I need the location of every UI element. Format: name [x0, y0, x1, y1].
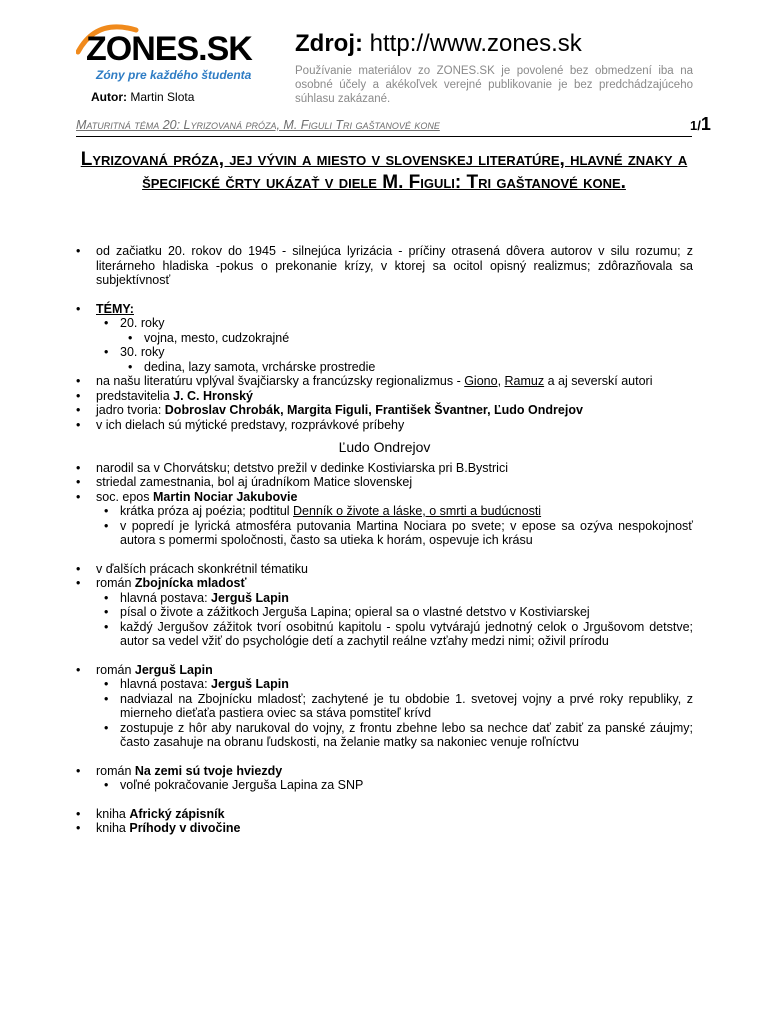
- list-item: • dedina, lazy samota, vrchárske prostredie: [120, 360, 693, 375]
- text-span: kniha: [96, 821, 130, 835]
- list-item: • nadviazal na Zbojnícku mladosť; zachytené je tu obdobie 1. svetovej vojny a prvé roky republiky, z mierneho dieťaťa pastiera oviec sa stáva pomstiteľ krívd: [96, 692, 693, 721]
- text-span: na našu literatúru vplýval švajčiarsky a francúzsky regionalizmus -: [96, 374, 465, 388]
- list-item: • v ďalších prácach skonkrétnil tématiku: [76, 562, 693, 577]
- text-span: jadro tvoria:: [96, 403, 165, 417]
- list-item: • písal o živote a zážitkoch Jerguša Lapina; opieral sa o vlastné detstvo v Kostiviarskej: [96, 605, 693, 620]
- source-url[interactable]: http://www.zones.sk: [369, 30, 582, 57]
- text-span: soc. epos: [96, 489, 153, 504]
- r20-label: 20. roky: [120, 316, 165, 330]
- author-line: [91, 90, 194, 104]
- list-item: [96, 504, 693, 519]
- topic-line: Maturitná téma 20: Lyrizovaná próza, M. Figuli Tri gaštanové kone: [76, 118, 440, 132]
- list-item: • vojna, mesto, cudzokrajné: [120, 331, 693, 346]
- document-body: [76, 244, 693, 836]
- list-item: • od začiatku 20. rokov do 1945 - silnejúca lyrizácia - príčiny otrasená dôvera autorov v silu rozumu; z literárneho hladiska -pokus o prekonanie krízy, v ktorej sa ocitol opisný realizmus; zdôrazňovala sa subjektívnosť: [76, 244, 693, 288]
- ramuz-link: Ramuz: [504, 374, 545, 388]
- giono-link: Giono: [464, 374, 498, 388]
- list-item: • v ich dielach sú mýtické predstavy, rozprávkové príbehy: [76, 418, 693, 433]
- list-item: [96, 591, 693, 606]
- source-line: [295, 30, 582, 58]
- work-title: Na zemi sú tvoje hviezdy: [134, 763, 283, 778]
- author-label: Autor:: [91, 90, 127, 104]
- text-span: ,: [497, 374, 505, 388]
- text-span: krátka próza aj poézia; podtitul: [120, 504, 294, 518]
- temy-heading: TÉMY:: [96, 301, 134, 316]
- header-rule: [76, 136, 692, 137]
- zones-logo: [76, 22, 276, 88]
- list-item: [76, 490, 693, 548]
- list-item: • zostupuje z hôr aby narukoval do vojny, z frontu zbehne lebo sa nechce dať zabiť za panské záujmy; často zasahuje na obranu ľudskosti, na želanie matky sa nakoniec venuje roľníctvu: [96, 721, 693, 750]
- character-name: Jerguš Lapin: [211, 677, 289, 691]
- work-title: Príhody v divočine: [129, 821, 241, 835]
- list-item: • narodil sa v Chorvátsku; detstvo prežil v dedinke Kostiviarska pri B.Bystrici: [76, 461, 693, 476]
- list-item: [76, 302, 693, 375]
- text-span: román: [96, 662, 135, 677]
- list-item: [96, 677, 693, 692]
- list-item: • voľné pokračovanie Jerguša Lapina za SNP: [96, 778, 693, 793]
- text-span: a aj severskí autori: [544, 374, 653, 388]
- list-item: [96, 316, 693, 345]
- list-item: [76, 403, 693, 418]
- work-title: Jerguš Lapin: [134, 662, 213, 677]
- work-title: Martin Nociar Jakubovie: [152, 489, 298, 504]
- list-item: • v popredí je lyrická atmosféra putovania Martina Nociara po svete; v epose sa ozýva nespokojnosť autora s pomermi spoločnosti, často sa utieka k horám, ospevuje ich krásu: [96, 519, 693, 548]
- section-heading: Ľudo Ondrejov: [338, 439, 431, 455]
- r30-label: 30. roky: [120, 345, 165, 359]
- page-number: 1/1: [690, 114, 711, 134]
- logo-brand: ZONES.SK: [86, 30, 252, 68]
- list-item: [76, 576, 693, 649]
- text-span: hlavná postava:: [120, 677, 212, 691]
- source-label: Zdroj:: [295, 30, 363, 57]
- list-item: [96, 345, 693, 374]
- page-total: 1: [700, 114, 711, 134]
- author-names-bold: Dobroslav Chrobák, Margita Figuli, František Švantner, Ľudo Ondrejov: [164, 403, 583, 417]
- list-item: [76, 807, 693, 822]
- list-item: [76, 374, 693, 389]
- list-item: [76, 764, 693, 793]
- character-name: Jerguš Lapin: [211, 590, 289, 605]
- usage-notice: Používanie materiálov zo ZONES.SK je povolené bez obmedzení iba na osobné účely a akékoľvek verejné publikovanie je bez predchádzajúceho súhlasu zakázané.: [295, 65, 693, 105]
- list-item: • striedal zamestnania, bol aj úradníkom Matice slovenskej: [76, 475, 693, 490]
- list-item: [76, 821, 693, 836]
- author-name-bold: J. C. Hronský: [173, 388, 254, 403]
- page-title: Lyrizovaná próza, jej vývin a miesto v slovenskej literatúre, hlavné znaky a špecifické črty ukázať v diele M. Figuli: Tri gaštanové kone.: [80, 149, 688, 193]
- subtitle-underlined: Denník o živote a láske, o smrti a budúcnosti: [293, 504, 542, 518]
- work-title: Africký zápisník: [129, 806, 225, 821]
- text-span: román: [96, 763, 135, 778]
- text-span: hlavná postava:: [120, 590, 212, 605]
- list-item: • každý Jergušov zážitok tvorí osobitnú kapitolu - spolu vytvárajú jednotný celok o Jrgušovom detstve; autor sa vedel vžiť do psychológie detí a zachytil reálne vzťahy medzi nimi; oživil prírodu: [96, 620, 693, 649]
- text-span: predstavitelia: [96, 388, 174, 403]
- page-current: 1: [690, 118, 698, 133]
- author-name: Martin Slota: [130, 90, 195, 104]
- work-title: Zbojnícka mladosť: [134, 576, 247, 590]
- list-item: [76, 389, 693, 404]
- list-item: [76, 663, 693, 750]
- text-span: román: [96, 576, 135, 590]
- text-span: kniha: [96, 806, 130, 821]
- logo-tagline: Zóny pre každého študenta: [96, 68, 252, 82]
